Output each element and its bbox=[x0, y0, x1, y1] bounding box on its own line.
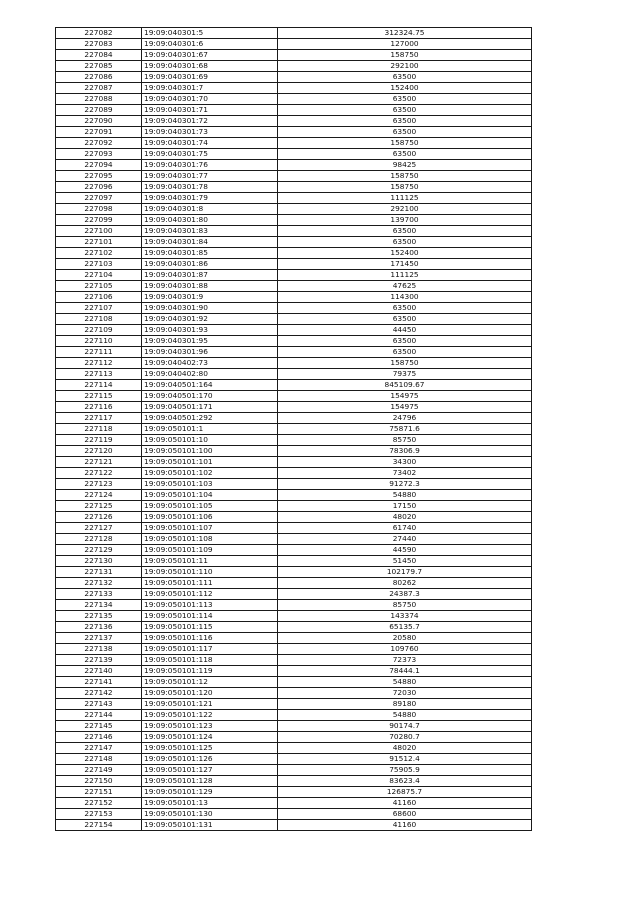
cadastral-number-cell: 19:09:050101:127 bbox=[142, 765, 278, 776]
row-number-cell: 227082 bbox=[56, 28, 142, 39]
row-number-cell: 227143 bbox=[56, 699, 142, 710]
value-cell: 17150 bbox=[278, 501, 532, 512]
row-number-cell: 227127 bbox=[56, 523, 142, 534]
row-number-cell: 227146 bbox=[56, 732, 142, 743]
row-number-cell: 227100 bbox=[56, 226, 142, 237]
value-cell: 126875.7 bbox=[278, 787, 532, 798]
value-cell: 78444.1 bbox=[278, 666, 532, 677]
value-cell: 72373 bbox=[278, 655, 532, 666]
row-number-cell: 227125 bbox=[56, 501, 142, 512]
table-row bbox=[56, 413, 532, 424]
value-cell: 91272.3 bbox=[278, 479, 532, 490]
row-number-cell: 227153 bbox=[56, 809, 142, 820]
row-number-cell: 227135 bbox=[56, 611, 142, 622]
cadastral-number-cell: 19:09:050101:107 bbox=[142, 523, 278, 534]
table-row bbox=[56, 534, 532, 545]
cadastral-number-cell: 19:09:050101:106 bbox=[142, 512, 278, 523]
value-cell: 63500 bbox=[278, 237, 532, 248]
row-number-cell: 227098 bbox=[56, 204, 142, 215]
row-number-cell: 227112 bbox=[56, 358, 142, 369]
cadastral-number-cell: 19:09:050101:113 bbox=[142, 600, 278, 611]
cadastral-number-cell: 19:09:040301:86 bbox=[142, 259, 278, 270]
table-row bbox=[56, 94, 532, 105]
table-row bbox=[56, 743, 532, 754]
cadastral-number-cell: 19:09:050101:122 bbox=[142, 710, 278, 721]
table-row bbox=[56, 556, 532, 567]
row-number-cell: 227120 bbox=[56, 446, 142, 457]
value-cell: 154975 bbox=[278, 391, 532, 402]
value-cell: 63500 bbox=[278, 336, 532, 347]
cadastral-number-cell: 19:09:050101:13 bbox=[142, 798, 278, 809]
value-cell: 34300 bbox=[278, 457, 532, 468]
cadastral-number-cell: 19:09:040402:73 bbox=[142, 358, 278, 369]
table-body bbox=[56, 28, 532, 831]
value-cell: 139700 bbox=[278, 215, 532, 226]
table-row bbox=[56, 622, 532, 633]
value-cell: 312324.75 bbox=[278, 28, 532, 39]
value-cell: 114300 bbox=[278, 292, 532, 303]
row-number-cell: 227084 bbox=[56, 50, 142, 61]
value-cell: 158750 bbox=[278, 182, 532, 193]
table-row bbox=[56, 567, 532, 578]
table-row bbox=[56, 105, 532, 116]
value-cell: 79375 bbox=[278, 369, 532, 380]
row-number-cell: 227113 bbox=[56, 369, 142, 380]
cadastral-number-cell: 19:09:050101:116 bbox=[142, 633, 278, 644]
cadastral-number-cell: 19:09:050101:105 bbox=[142, 501, 278, 512]
table-row bbox=[56, 435, 532, 446]
cadastral-number-cell: 19:09:040301:96 bbox=[142, 347, 278, 358]
row-number-cell: 227094 bbox=[56, 160, 142, 171]
row-number-cell: 227152 bbox=[56, 798, 142, 809]
row-number-cell: 227133 bbox=[56, 589, 142, 600]
value-cell: 292100 bbox=[278, 61, 532, 72]
row-number-cell: 227105 bbox=[56, 281, 142, 292]
row-number-cell: 227121 bbox=[56, 457, 142, 468]
value-cell: 72030 bbox=[278, 688, 532, 699]
cadastral-number-cell: 19:09:040301:79 bbox=[142, 193, 278, 204]
value-cell: 63500 bbox=[278, 72, 532, 83]
table-row bbox=[56, 732, 532, 743]
row-number-cell: 227115 bbox=[56, 391, 142, 402]
table-row bbox=[56, 710, 532, 721]
row-number-cell: 227095 bbox=[56, 171, 142, 182]
cadastral-number-cell: 19:09:040301:5 bbox=[142, 28, 278, 39]
table-row bbox=[56, 50, 532, 61]
table-row bbox=[56, 116, 532, 127]
table-row bbox=[56, 303, 532, 314]
cadastral-number-cell: 19:09:050101:128 bbox=[142, 776, 278, 787]
table-row bbox=[56, 721, 532, 732]
row-number-cell: 227097 bbox=[56, 193, 142, 204]
cadastral-number-cell: 19:09:040301:9 bbox=[142, 292, 278, 303]
cadastral-number-cell: 19:09:050101:10 bbox=[142, 435, 278, 446]
table-row bbox=[56, 336, 532, 347]
cadastral-number-cell: 19:09:040301:75 bbox=[142, 149, 278, 160]
value-cell: 61740 bbox=[278, 523, 532, 534]
row-number-cell: 227099 bbox=[56, 215, 142, 226]
table-row bbox=[56, 149, 532, 160]
value-cell: 91512.4 bbox=[278, 754, 532, 765]
cadastral-number-cell: 19:09:050101:125 bbox=[142, 743, 278, 754]
table-row bbox=[56, 193, 532, 204]
cadastral-number-cell: 19:09:050101:104 bbox=[142, 490, 278, 501]
table-row bbox=[56, 160, 532, 171]
cadastral-number-cell: 19:09:040301:73 bbox=[142, 127, 278, 138]
table-row bbox=[56, 215, 532, 226]
row-number-cell: 227140 bbox=[56, 666, 142, 677]
cadastral-number-cell: 19:09:040301:87 bbox=[142, 270, 278, 281]
row-number-cell: 227092 bbox=[56, 138, 142, 149]
value-cell: 65135.7 bbox=[278, 622, 532, 633]
table-row bbox=[56, 490, 532, 501]
row-number-cell: 227131 bbox=[56, 567, 142, 578]
table-row bbox=[56, 369, 532, 380]
cadastral-number-cell: 19:09:040501:292 bbox=[142, 413, 278, 424]
row-number-cell: 227085 bbox=[56, 61, 142, 72]
value-cell: 63500 bbox=[278, 127, 532, 138]
value-cell: 143374 bbox=[278, 611, 532, 622]
value-cell: 27440 bbox=[278, 534, 532, 545]
row-number-cell: 227122 bbox=[56, 468, 142, 479]
value-cell: 44450 bbox=[278, 325, 532, 336]
cadastral-number-cell: 19:09:050101:123 bbox=[142, 721, 278, 732]
table-row bbox=[56, 292, 532, 303]
row-number-cell: 227091 bbox=[56, 127, 142, 138]
value-cell: 845109.67 bbox=[278, 380, 532, 391]
cadastral-number-cell: 19:09:050101:121 bbox=[142, 699, 278, 710]
row-number-cell: 227116 bbox=[56, 402, 142, 413]
table-row bbox=[56, 39, 532, 50]
cadastral-number-cell: 19:09:050101:117 bbox=[142, 644, 278, 655]
table-row bbox=[56, 545, 532, 556]
table-row bbox=[56, 666, 532, 677]
row-number-cell: 227148 bbox=[56, 754, 142, 765]
table-row bbox=[56, 787, 532, 798]
value-cell: 63500 bbox=[278, 303, 532, 314]
cadastral-number-cell: 19:09:050101:101 bbox=[142, 457, 278, 468]
table-row bbox=[56, 204, 532, 215]
cadastral-number-cell: 19:09:050101:115 bbox=[142, 622, 278, 633]
table-row bbox=[56, 28, 532, 39]
value-cell: 158750 bbox=[278, 50, 532, 61]
value-cell: 63500 bbox=[278, 314, 532, 325]
row-number-cell: 227087 bbox=[56, 83, 142, 94]
value-cell: 111125 bbox=[278, 193, 532, 204]
cadastral-number-cell: 19:09:040301:8 bbox=[142, 204, 278, 215]
value-cell: 24796 bbox=[278, 413, 532, 424]
cadastral-number-cell: 19:09:050101:129 bbox=[142, 787, 278, 798]
cadastral-number-cell: 19:09:040301:69 bbox=[142, 72, 278, 83]
value-cell: 85750 bbox=[278, 435, 532, 446]
table-row bbox=[56, 237, 532, 248]
table-row bbox=[56, 259, 532, 270]
table-row bbox=[56, 424, 532, 435]
row-number-cell: 227139 bbox=[56, 655, 142, 666]
value-cell: 158750 bbox=[278, 138, 532, 149]
table-row bbox=[56, 809, 532, 820]
cadastral-number-cell: 19:09:040301:78 bbox=[142, 182, 278, 193]
value-cell: 75905.9 bbox=[278, 765, 532, 776]
value-cell: 83623.4 bbox=[278, 776, 532, 787]
cadastral-number-cell: 19:09:050101:124 bbox=[142, 732, 278, 743]
table-row bbox=[56, 226, 532, 237]
row-number-cell: 227142 bbox=[56, 688, 142, 699]
cadastral-number-cell: 19:09:040301:80 bbox=[142, 215, 278, 226]
cadastral-number-cell: 19:09:040301:92 bbox=[142, 314, 278, 325]
value-cell: 48020 bbox=[278, 512, 532, 523]
table-row bbox=[56, 589, 532, 600]
value-cell: 158750 bbox=[278, 171, 532, 182]
row-number-cell: 227136 bbox=[56, 622, 142, 633]
table-row bbox=[56, 677, 532, 688]
cadastral-number-cell: 19:09:040301:93 bbox=[142, 325, 278, 336]
row-number-cell: 227089 bbox=[56, 105, 142, 116]
row-number-cell: 227106 bbox=[56, 292, 142, 303]
table-row bbox=[56, 358, 532, 369]
table-row bbox=[56, 182, 532, 193]
table-row bbox=[56, 798, 532, 809]
cadastral-number-cell: 19:09:040301:71 bbox=[142, 105, 278, 116]
table-row bbox=[56, 611, 532, 622]
value-cell: 63500 bbox=[278, 226, 532, 237]
table-row bbox=[56, 138, 532, 149]
value-cell: 127000 bbox=[278, 39, 532, 50]
cadastral-number-cell: 19:09:050101:108 bbox=[142, 534, 278, 545]
row-number-cell: 227108 bbox=[56, 314, 142, 325]
cadastral-number-cell: 19:09:050101:102 bbox=[142, 468, 278, 479]
row-number-cell: 227090 bbox=[56, 116, 142, 127]
row-number-cell: 227141 bbox=[56, 677, 142, 688]
row-number-cell: 227126 bbox=[56, 512, 142, 523]
table-row bbox=[56, 501, 532, 512]
value-cell: 98425 bbox=[278, 160, 532, 171]
value-cell: 41160 bbox=[278, 820, 532, 831]
row-number-cell: 227086 bbox=[56, 72, 142, 83]
value-cell: 20580 bbox=[278, 633, 532, 644]
data-table bbox=[55, 27, 532, 831]
row-number-cell: 227145 bbox=[56, 721, 142, 732]
table-row bbox=[56, 754, 532, 765]
cadastral-number-cell: 19:09:050101:126 bbox=[142, 754, 278, 765]
row-number-cell: 227111 bbox=[56, 347, 142, 358]
cadastral-number-cell: 19:09:050101:112 bbox=[142, 589, 278, 600]
row-number-cell: 227130 bbox=[56, 556, 142, 567]
cadastral-number-cell: 19:09:040301:74 bbox=[142, 138, 278, 149]
value-cell: 152400 bbox=[278, 83, 532, 94]
value-cell: 24387.3 bbox=[278, 589, 532, 600]
row-number-cell: 227107 bbox=[56, 303, 142, 314]
value-cell: 73402 bbox=[278, 468, 532, 479]
table-row bbox=[56, 380, 532, 391]
cadastral-number-cell: 19:09:040301:95 bbox=[142, 336, 278, 347]
row-number-cell: 227147 bbox=[56, 743, 142, 754]
value-cell: 48020 bbox=[278, 743, 532, 754]
value-cell: 85750 bbox=[278, 600, 532, 611]
table-row bbox=[56, 578, 532, 589]
value-cell: 51450 bbox=[278, 556, 532, 567]
table-row bbox=[56, 325, 532, 336]
table-row bbox=[56, 248, 532, 259]
table-row bbox=[56, 776, 532, 787]
cadastral-number-cell: 19:09:040402:80 bbox=[142, 369, 278, 380]
table-row bbox=[56, 314, 532, 325]
value-cell: 111125 bbox=[278, 270, 532, 281]
row-number-cell: 227154 bbox=[56, 820, 142, 831]
cadastral-number-cell: 19:09:040301:85 bbox=[142, 248, 278, 259]
row-number-cell: 227114 bbox=[56, 380, 142, 391]
row-number-cell: 227104 bbox=[56, 270, 142, 281]
value-cell: 70280.7 bbox=[278, 732, 532, 743]
table-row bbox=[56, 512, 532, 523]
value-cell: 44590 bbox=[278, 545, 532, 556]
table-row bbox=[56, 72, 532, 83]
table-row bbox=[56, 633, 532, 644]
row-number-cell: 227151 bbox=[56, 787, 142, 798]
cadastral-number-cell: 19:09:040301:77 bbox=[142, 171, 278, 182]
cadastral-number-cell: 19:09:050101:111 bbox=[142, 578, 278, 589]
value-cell: 90174.7 bbox=[278, 721, 532, 732]
cadastral-number-cell: 19:09:050101:114 bbox=[142, 611, 278, 622]
value-cell: 78306.9 bbox=[278, 446, 532, 457]
row-number-cell: 227109 bbox=[56, 325, 142, 336]
value-cell: 154975 bbox=[278, 402, 532, 413]
cadastral-number-cell: 19:09:040301:88 bbox=[142, 281, 278, 292]
row-number-cell: 227150 bbox=[56, 776, 142, 787]
value-cell: 63500 bbox=[278, 94, 532, 105]
cadastral-number-cell: 19:09:040301:83 bbox=[142, 226, 278, 237]
cadastral-number-cell: 19:09:050101:11 bbox=[142, 556, 278, 567]
value-cell: 75871.6 bbox=[278, 424, 532, 435]
value-cell: 47625 bbox=[278, 281, 532, 292]
row-number-cell: 227119 bbox=[56, 435, 142, 446]
row-number-cell: 227088 bbox=[56, 94, 142, 105]
table-row bbox=[56, 688, 532, 699]
cadastral-number-cell: 19:09:040301:90 bbox=[142, 303, 278, 314]
value-cell: 109760 bbox=[278, 644, 532, 655]
cadastral-number-cell: 19:09:050101:131 bbox=[142, 820, 278, 831]
table-row bbox=[56, 600, 532, 611]
value-cell: 80262 bbox=[278, 578, 532, 589]
row-number-cell: 227132 bbox=[56, 578, 142, 589]
cadastral-number-cell: 19:09:040301:68 bbox=[142, 61, 278, 72]
cadastral-number-cell: 19:09:050101:118 bbox=[142, 655, 278, 666]
table-row bbox=[56, 655, 532, 666]
row-number-cell: 227138 bbox=[56, 644, 142, 655]
cadastral-number-cell: 19:09:040301:6 bbox=[142, 39, 278, 50]
cadastral-number-cell: 19:09:040301:70 bbox=[142, 94, 278, 105]
row-number-cell: 227123 bbox=[56, 479, 142, 490]
value-cell: 63500 bbox=[278, 116, 532, 127]
table-row bbox=[56, 468, 532, 479]
value-cell: 89180 bbox=[278, 699, 532, 710]
table-row bbox=[56, 402, 532, 413]
row-number-cell: 227124 bbox=[56, 490, 142, 501]
value-cell: 54880 bbox=[278, 677, 532, 688]
row-number-cell: 227093 bbox=[56, 149, 142, 160]
cadastral-number-cell: 19:09:040301:84 bbox=[142, 237, 278, 248]
cadastral-number-cell: 19:09:050101:119 bbox=[142, 666, 278, 677]
value-cell: 63500 bbox=[278, 149, 532, 160]
row-number-cell: 227117 bbox=[56, 413, 142, 424]
table-row bbox=[56, 171, 532, 182]
value-cell: 54880 bbox=[278, 710, 532, 721]
value-cell: 54880 bbox=[278, 490, 532, 501]
row-number-cell: 227096 bbox=[56, 182, 142, 193]
row-number-cell: 227083 bbox=[56, 39, 142, 50]
row-number-cell: 227118 bbox=[56, 424, 142, 435]
value-cell: 171450 bbox=[278, 259, 532, 270]
table-row bbox=[56, 523, 532, 534]
cadastral-number-cell: 19:09:040301:72 bbox=[142, 116, 278, 127]
table-row bbox=[56, 457, 532, 468]
table-row bbox=[56, 479, 532, 490]
row-number-cell: 227144 bbox=[56, 710, 142, 721]
cadastral-number-cell: 19:09:040301:76 bbox=[142, 160, 278, 171]
cadastral-number-cell: 19:09:050101:130 bbox=[142, 809, 278, 820]
table-row bbox=[56, 391, 532, 402]
table-row bbox=[56, 83, 532, 94]
row-number-cell: 227137 bbox=[56, 633, 142, 644]
value-cell: 63500 bbox=[278, 347, 532, 358]
cadastral-number-cell: 19:09:050101:103 bbox=[142, 479, 278, 490]
row-number-cell: 227149 bbox=[56, 765, 142, 776]
table-row bbox=[56, 820, 532, 831]
cadastral-number-cell: 19:09:050101:120 bbox=[142, 688, 278, 699]
cadastral-number-cell: 19:09:050101:110 bbox=[142, 567, 278, 578]
row-number-cell: 227134 bbox=[56, 600, 142, 611]
cadastral-number-cell: 19:09:040501:164 bbox=[142, 380, 278, 391]
table-row bbox=[56, 446, 532, 457]
value-cell: 292100 bbox=[278, 204, 532, 215]
value-cell: 41160 bbox=[278, 798, 532, 809]
row-number-cell: 227103 bbox=[56, 259, 142, 270]
cadastral-number-cell: 19:09:050101:109 bbox=[142, 545, 278, 556]
cadastral-number-cell: 19:09:050101:1 bbox=[142, 424, 278, 435]
cadastral-number-cell: 19:09:050101:12 bbox=[142, 677, 278, 688]
row-number-cell: 227101 bbox=[56, 237, 142, 248]
table-row bbox=[56, 127, 532, 138]
cadastral-number-cell: 19:09:050101:100 bbox=[142, 446, 278, 457]
table-row bbox=[56, 281, 532, 292]
table-row bbox=[56, 699, 532, 710]
value-cell: 102179.7 bbox=[278, 567, 532, 578]
cadastral-number-cell: 19:09:040501:170 bbox=[142, 391, 278, 402]
value-cell: 158750 bbox=[278, 358, 532, 369]
cadastral-number-cell: 19:09:040301:7 bbox=[142, 83, 278, 94]
cadastral-number-cell: 19:09:040501:171 bbox=[142, 402, 278, 413]
row-number-cell: 227110 bbox=[56, 336, 142, 347]
value-cell: 152400 bbox=[278, 248, 532, 259]
cadastral-number-cell: 19:09:040301:67 bbox=[142, 50, 278, 61]
row-number-cell: 227128 bbox=[56, 534, 142, 545]
row-number-cell: 227102 bbox=[56, 248, 142, 259]
table-row bbox=[56, 765, 532, 776]
value-cell: 63500 bbox=[278, 105, 532, 116]
row-number-cell: 227129 bbox=[56, 545, 142, 556]
table-row bbox=[56, 644, 532, 655]
value-cell: 68600 bbox=[278, 809, 532, 820]
table-row bbox=[56, 270, 532, 281]
table-row bbox=[56, 347, 532, 358]
table-row bbox=[56, 61, 532, 72]
